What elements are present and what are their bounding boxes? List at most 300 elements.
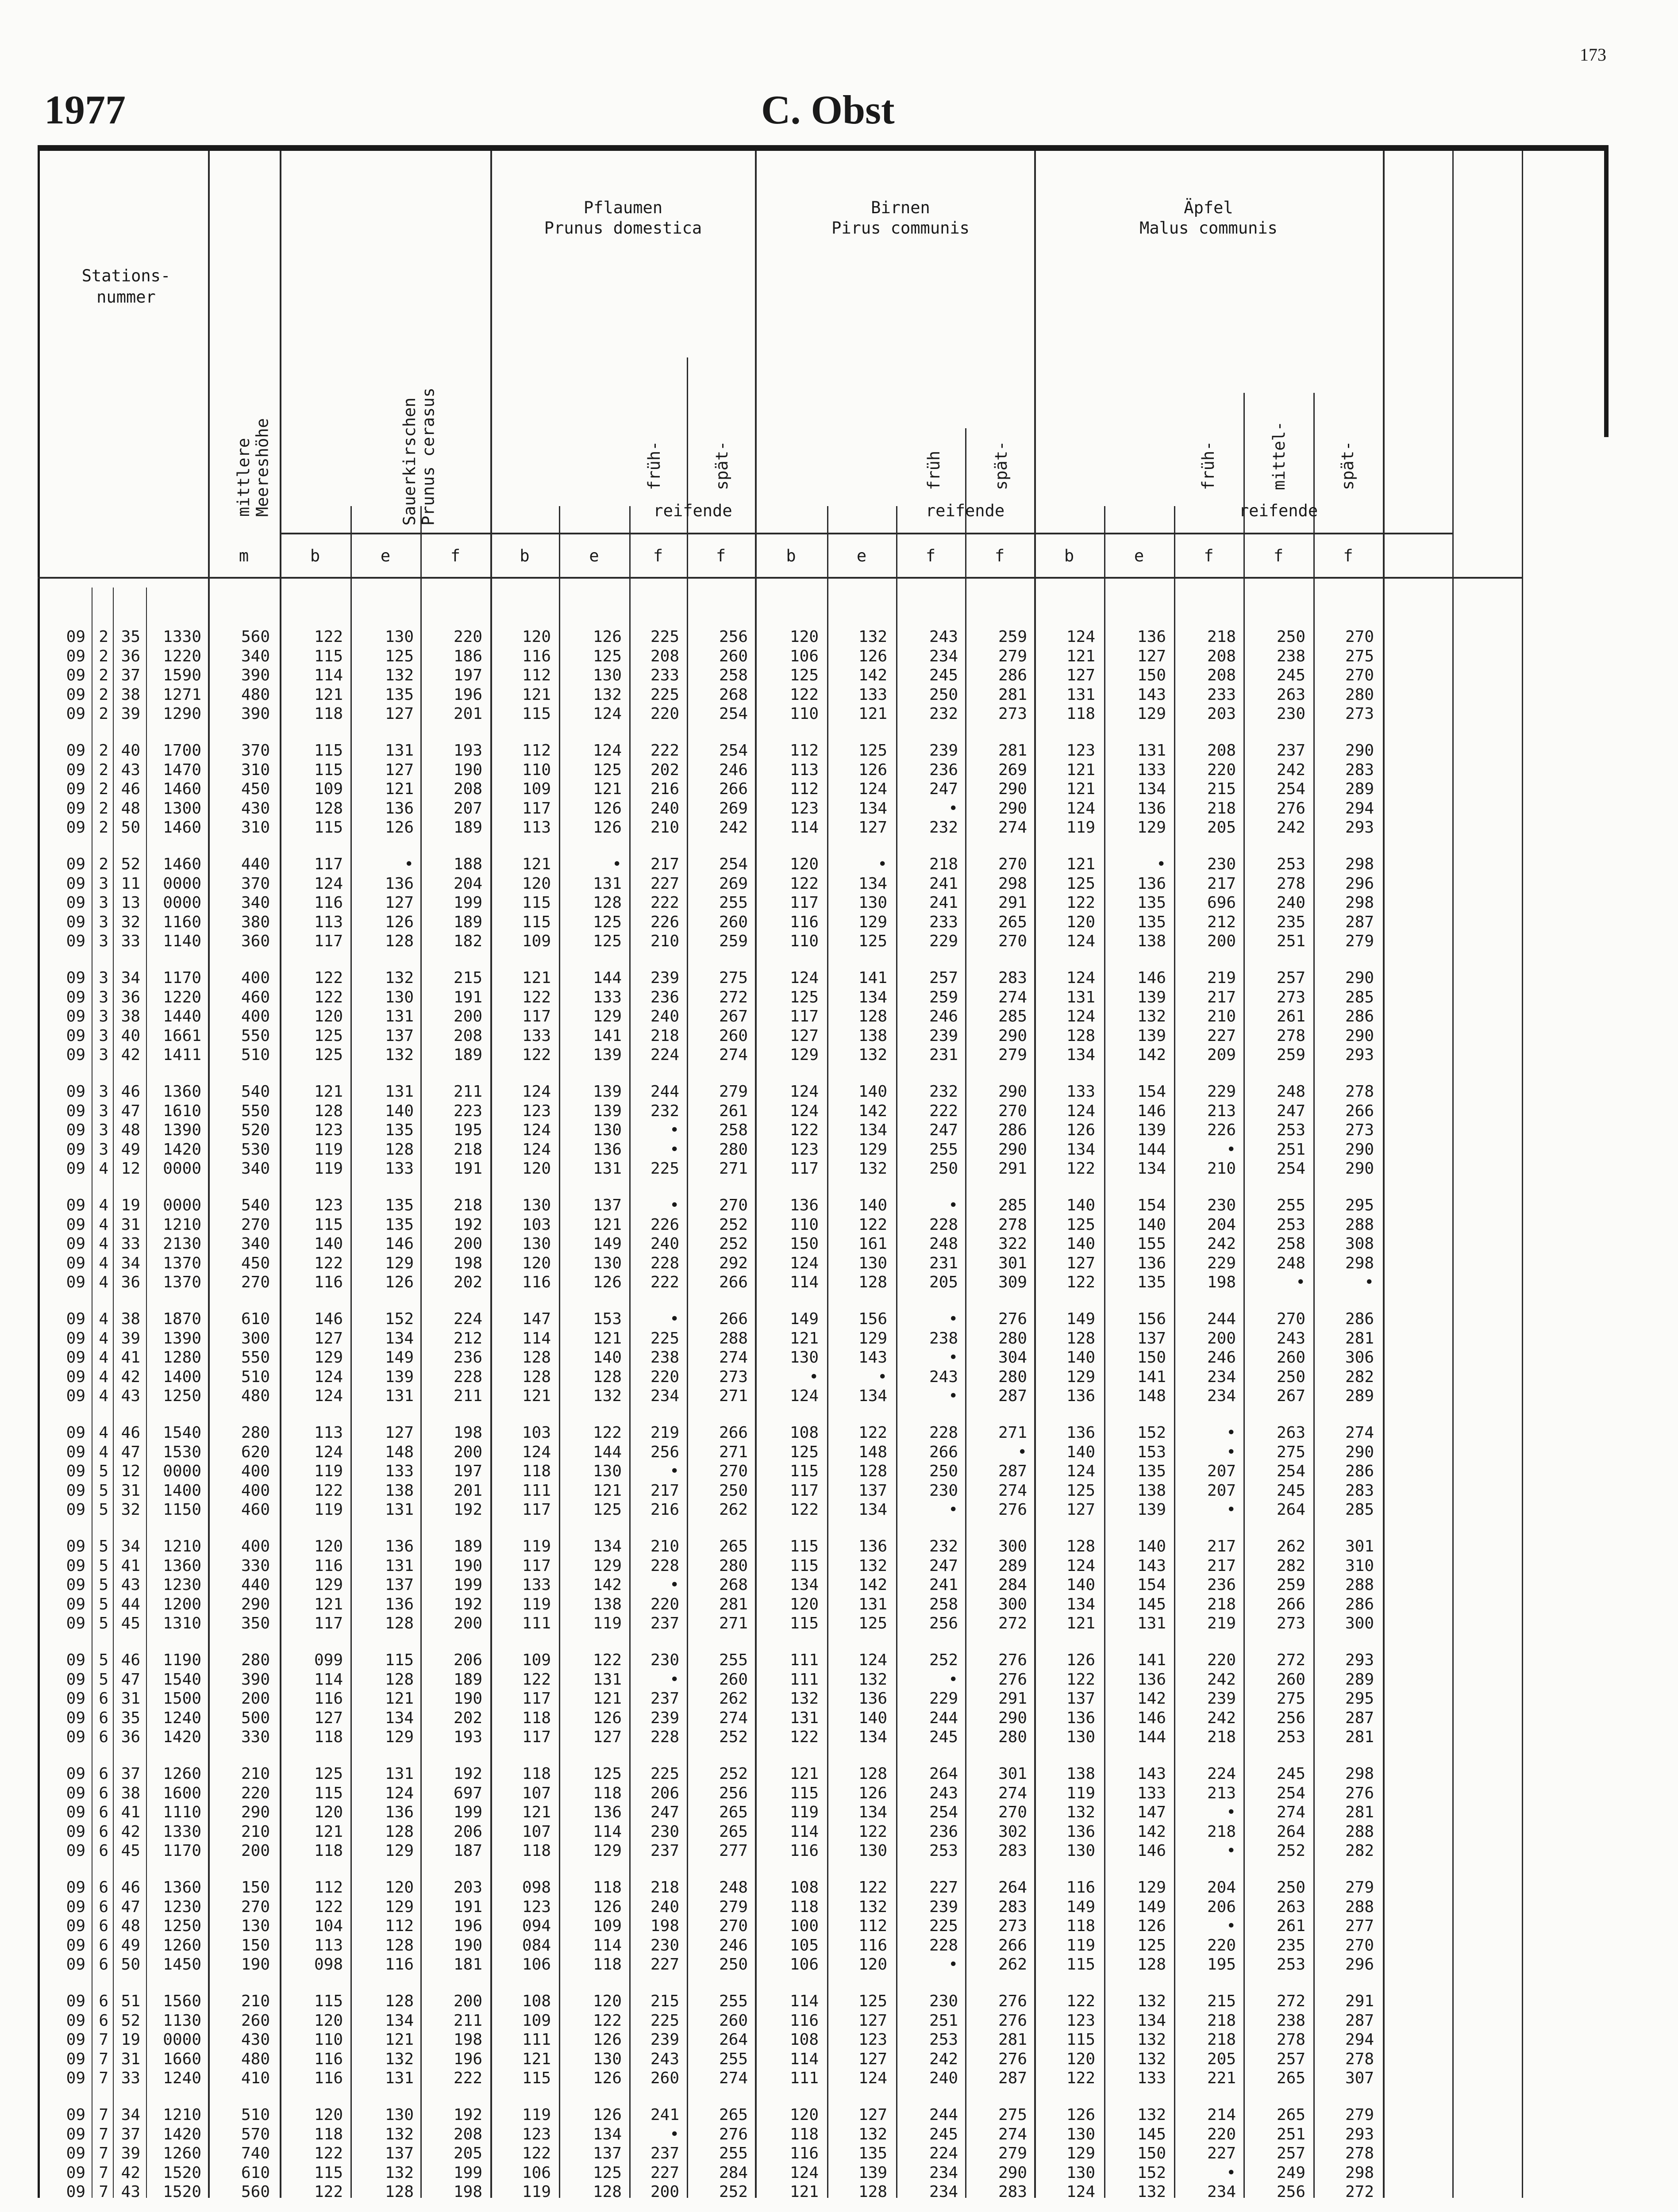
table-cell: 153: [1137, 1443, 1166, 1461]
table-cell: 206: [650, 1784, 679, 1802]
table-cell: 131: [1137, 1614, 1166, 1632]
table-cell: 128: [385, 1936, 414, 1955]
table-cell: 129: [385, 1897, 414, 1916]
table-cell: 09: [66, 1007, 85, 1025]
table-cell: 132: [1137, 2183, 1166, 2201]
table-cell: 191: [453, 988, 482, 1006]
table-cell: 142: [858, 666, 887, 684]
table-cell: 1230: [163, 1576, 201, 1594]
table-cell: 38: [121, 1784, 140, 1802]
table-cell: 1520: [163, 2163, 201, 2182]
header-apple-late: spät-: [1338, 441, 1357, 490]
table-cell: 280: [998, 1728, 1027, 1746]
table-cell: 138: [1137, 1481, 1166, 1500]
header-plum-latin: Prunus domestica: [544, 219, 702, 238]
table-cell: 260: [719, 1670, 748, 1689]
table-cell: 199: [453, 894, 482, 912]
table-cell: 1450: [163, 1955, 201, 1974]
table-cell: 307: [1345, 2069, 1374, 2087]
table-cell: •: [670, 1121, 679, 1139]
table-cell: 131: [385, 1556, 414, 1575]
table-cell: 293: [1345, 2125, 1374, 2143]
table-cell: 252: [719, 1235, 748, 1253]
table-cell: 254: [1276, 1784, 1305, 1802]
table-cell: 237: [650, 2144, 679, 2162]
table-cell: 266: [719, 1310, 748, 1328]
table-cell: 274: [998, 2125, 1027, 2143]
table-cell: 122: [522, 1670, 551, 1689]
table-cell: 1190: [163, 1651, 201, 1669]
table-cell: 121: [858, 705, 887, 723]
table-cell: 118: [593, 1955, 622, 1974]
table-cell: 1360: [163, 1556, 201, 1575]
table-cell: 31: [121, 1690, 140, 1708]
table-cell: 127: [1137, 647, 1166, 665]
table-cell: 265: [1276, 2106, 1305, 2124]
table-cell: 251: [1276, 932, 1305, 950]
table-cell: 119: [314, 1140, 343, 1159]
table-cell: 1290: [163, 705, 201, 723]
table-cell: 09: [66, 780, 85, 798]
table-cell: 136: [1066, 1424, 1095, 1442]
table-cell: 300: [1345, 1614, 1374, 1632]
table-cell: 0000: [163, 2031, 201, 2049]
table-cell: 111: [522, 2031, 551, 2049]
table-cell: 208: [650, 647, 679, 665]
table-cell: 138: [593, 1595, 622, 1613]
table-cell: 09: [66, 1367, 85, 1386]
table-cell: 136: [1137, 628, 1166, 646]
table-cell: 134: [385, 2011, 414, 2030]
table-cell: 129: [593, 1007, 622, 1025]
table-cell: 255: [929, 1140, 958, 1159]
table-cell: 09: [66, 932, 85, 950]
table-cell: 126: [593, 628, 622, 646]
table-cell: 137: [1066, 1690, 1095, 1708]
table-cell: 218: [1207, 2031, 1236, 2049]
table-cell: 09: [66, 760, 85, 779]
table-cell: 245: [1276, 1765, 1305, 1783]
table-cell: 132: [1066, 1803, 1095, 1821]
table-cell: 264: [719, 2031, 748, 2049]
table-cell: 119: [314, 1501, 343, 1519]
table-cell: 253: [1276, 1728, 1305, 1746]
unit-label: b: [520, 546, 530, 565]
table-cell: 118: [522, 1462, 551, 1480]
table-cell: 129: [1066, 1367, 1095, 1386]
table-cell: 125: [858, 1614, 887, 1632]
table-cell: 241: [929, 874, 958, 893]
table-cell: 103: [522, 1424, 551, 1442]
table-cell: 270: [241, 1897, 270, 1916]
table-cell: 265: [719, 2106, 748, 2124]
table-cell: 137: [858, 1481, 887, 1500]
table-cell: 278: [1276, 2031, 1305, 2049]
table-cell: 134: [858, 1387, 887, 1405]
table-cell: 121: [522, 1387, 551, 1405]
table-cell: 520: [241, 1121, 270, 1139]
table-cell: 36: [121, 1273, 140, 1291]
table-cell: 283: [998, 1842, 1027, 1860]
table-cell: 117: [314, 1614, 343, 1632]
table-cell: 127: [385, 760, 414, 779]
table-cell: 136: [1137, 874, 1166, 893]
table-cell: •: [809, 1367, 819, 1386]
table-cell: 1250: [163, 1387, 201, 1405]
col-sep-plum: [755, 151, 757, 2198]
table-cell: 127: [858, 2050, 887, 2068]
header-plum-early: früh-: [645, 441, 664, 490]
table-cell: 209: [1207, 1046, 1236, 1064]
table-cell: 115: [789, 1537, 819, 1555]
table-cell: 33: [121, 1235, 140, 1253]
table-cell: 272: [719, 988, 748, 1006]
table-cell: 218: [453, 1196, 482, 1214]
table-cell: 122: [858, 1878, 887, 1897]
table-cell: 262: [998, 1955, 1027, 1974]
table-cell: 285: [998, 1196, 1027, 1214]
table-cell: 133: [858, 685, 887, 704]
table-cell: 1411: [163, 1046, 201, 1064]
table-cell: 236: [1207, 1576, 1236, 1594]
table-cell: 124: [1066, 799, 1095, 818]
table-cell: 230: [650, 1822, 679, 1841]
table-cell: 237: [650, 1842, 679, 1860]
table-cell: 128: [385, 1992, 414, 2010]
col-sep-apple-be: [1104, 506, 1105, 2198]
table-cell: 293: [1345, 818, 1374, 837]
table-cell: 192: [453, 1501, 482, 1519]
table-cell: 250: [1276, 1878, 1305, 1897]
table-cell: 36: [121, 647, 140, 665]
unit-label: f: [450, 546, 461, 565]
table-cell: 126: [858, 760, 887, 779]
table-cell: 135: [858, 2144, 887, 2162]
table-cell: 120: [314, 2011, 343, 2030]
table-cell: 220: [650, 705, 679, 723]
header-cherry: Sauerkirschen Prunus cerasus: [400, 388, 438, 526]
table-cell: 121: [789, 1329, 819, 1348]
table-cell: 245: [1276, 666, 1305, 684]
table-cell: 227: [1207, 2144, 1236, 2162]
table-cell: 34: [121, 1254, 140, 1272]
table-cell: 186: [453, 647, 482, 665]
table-cell: 4: [99, 1310, 108, 1328]
table-cell: 09: [66, 1462, 85, 1480]
table-cell: 230: [1207, 1196, 1236, 1214]
table-cell: 125: [789, 1443, 819, 1461]
table-cell: 128: [385, 932, 414, 950]
table-cell: 286: [1345, 1007, 1374, 1025]
table-cell: 124: [789, 1083, 819, 1101]
table-cell: 09: [66, 1556, 85, 1575]
table-cell: 370: [241, 741, 270, 760]
table-cell: 181: [453, 1955, 482, 1974]
table-cell: 09: [66, 1443, 85, 1461]
table-cell: 130: [1066, 2125, 1095, 2143]
table-cell: 1360: [163, 1083, 201, 1101]
table-cell: 132: [858, 1670, 887, 1689]
table-cell: 112: [858, 1917, 887, 1935]
table-cell: 259: [1276, 1576, 1305, 1594]
table-cell: 6: [99, 1878, 108, 1897]
table-cell: 146: [314, 1310, 343, 1328]
table-cell: 129: [1137, 818, 1166, 837]
table-cell: 237: [1276, 741, 1305, 760]
table-cell: 4: [99, 1329, 108, 1348]
table-cell: 109: [522, 932, 551, 950]
table-cell: 124: [314, 1367, 343, 1386]
table-cell: 135: [1137, 1462, 1166, 1480]
table-cell: 121: [522, 685, 551, 704]
table-cell: 136: [1066, 1709, 1095, 1727]
table-cell: 288: [1345, 1822, 1374, 1841]
table-cell: 195: [453, 1121, 482, 1139]
table-cell: •: [948, 1955, 958, 1974]
table-cell: 1250: [163, 1917, 201, 1935]
table-cell: 276: [1276, 799, 1305, 818]
table-cell: 298: [1345, 1254, 1374, 1272]
unit-label: f: [925, 546, 936, 565]
table-cell: 211: [453, 1387, 482, 1405]
table-cell: 146: [1137, 1102, 1166, 1120]
table-cell: 207: [1207, 1481, 1236, 1500]
table-cell: 50: [121, 818, 140, 837]
table-cell: 189: [453, 1537, 482, 1555]
table-cell: 231: [929, 1254, 958, 1272]
table-cell: 1600: [163, 1784, 201, 1802]
table-cell: 287: [1345, 2011, 1374, 2030]
table-cell: •: [948, 1196, 958, 1214]
table-cell: 09: [66, 1026, 85, 1045]
table-cell: 124: [1066, 1102, 1095, 1120]
table-cell: 276: [1345, 1784, 1374, 1802]
table-cell: 253: [929, 1842, 958, 1860]
table-cell: 121: [789, 1765, 819, 1783]
table-cell: 134: [593, 2125, 622, 2143]
table-cell: 132: [1137, 1007, 1166, 1025]
table-cell: 130: [385, 2106, 414, 2124]
header-apple-mid: mittel-: [1270, 421, 1289, 490]
table-cell: 156: [1137, 1310, 1166, 1328]
table-cell: 134: [858, 874, 887, 893]
table-cell: 09: [66, 1501, 85, 1519]
table-cell: 218: [650, 1026, 679, 1045]
table-cell: 122: [522, 988, 551, 1006]
table-cell: 3: [99, 1007, 108, 1025]
table-cell: 218: [1207, 2011, 1236, 2030]
table-cell: 130: [858, 1254, 887, 1272]
table-cell: 340: [241, 1160, 270, 1178]
table-cell: 112: [789, 780, 819, 798]
table-cell: 154: [1137, 1576, 1166, 1594]
table-cell: 130: [593, 2050, 622, 2068]
table-cell: 2: [99, 760, 108, 779]
table-cell: 124: [858, 2069, 887, 2087]
table-cell: 126: [593, 799, 622, 818]
table-cell: 230: [1276, 705, 1305, 723]
table-cell: 236: [650, 988, 679, 1006]
table-cell: 31: [121, 1215, 140, 1234]
table-cell: 258: [1276, 1235, 1305, 1253]
table-cell: 205: [453, 2144, 482, 2162]
table-cell: 298: [1345, 2163, 1374, 2182]
table-cell: 40: [121, 1026, 140, 1045]
table-cell: 4: [99, 1235, 108, 1253]
table-cell: 108: [789, 2031, 819, 2049]
table-cell: 240: [650, 799, 679, 818]
table-cell: 128: [858, 1007, 887, 1025]
table-cell: 211: [453, 1083, 482, 1101]
table-cell: 229: [1207, 1083, 1236, 1101]
table-cell: 200: [453, 1235, 482, 1253]
table-cell: 114: [789, 1273, 819, 1291]
table-cell: 114: [522, 1329, 551, 1348]
table-cell: 128: [522, 1367, 551, 1386]
table-cell: 4: [99, 1215, 108, 1234]
table-cell: 129: [858, 1329, 887, 1348]
table-cell: 296: [1345, 1955, 1374, 1974]
table-cell: 125: [314, 1046, 343, 1064]
table-cell: 204: [1207, 1878, 1236, 1897]
table-cell: 287: [998, 2069, 1027, 2087]
table-cell: 121: [385, 1690, 414, 1708]
table-cell: 147: [1137, 1803, 1166, 1821]
table-cell: 440: [241, 855, 270, 873]
table-cell: 1170: [163, 1842, 201, 1860]
table-cell: 6: [99, 1992, 108, 2010]
table-cell: 210: [650, 1537, 679, 1555]
table-cell: 084: [522, 1936, 551, 1955]
table-cell: 31: [121, 1481, 140, 1500]
table-cell: 287: [1345, 913, 1374, 931]
table-cell: 134: [858, 1728, 887, 1746]
table-cell: 530: [241, 1140, 270, 1159]
table-cell: 268: [719, 685, 748, 704]
table-cell: 126: [385, 913, 414, 931]
table-cell: 243: [929, 1367, 958, 1386]
table-cell: 110: [789, 932, 819, 950]
table-cell: 149: [789, 1310, 819, 1328]
table-cell: 7: [99, 2050, 108, 2068]
table-cell: 140: [1066, 1576, 1095, 1594]
table-cell: 121: [593, 1481, 622, 1500]
table-cell: 350: [241, 1614, 270, 1632]
table-cell: 270: [998, 932, 1027, 950]
table-cell: 09: [66, 1083, 85, 1101]
table-cell: 480: [241, 1387, 270, 1405]
table-cell: 129: [858, 1140, 887, 1159]
table-cell: 290: [998, 1140, 1027, 1159]
table-cell: 37: [121, 1765, 140, 1783]
table-cell: 208: [1207, 666, 1236, 684]
table-cell: 236: [929, 760, 958, 779]
table-cell: 127: [1066, 666, 1095, 684]
table-cell: 274: [719, 1046, 748, 1064]
table-cell: 239: [1207, 1690, 1236, 1708]
table-cell: 233: [650, 666, 679, 684]
table-cell: 122: [1066, 1992, 1095, 2010]
table-cell: 234: [650, 1387, 679, 1405]
table-cell: 1540: [163, 1424, 201, 1442]
table-cell: 47: [121, 1102, 140, 1120]
table-cell: 41: [121, 1556, 140, 1575]
table-cell: 199: [453, 1576, 482, 1594]
table-cell: 132: [385, 1046, 414, 1064]
table-cell: 139: [1137, 1501, 1166, 1519]
table-cell: 122: [1066, 1160, 1095, 1178]
table-cell: •: [612, 855, 622, 873]
table-cell: 116: [314, 894, 343, 912]
page-number: 173: [1580, 45, 1606, 65]
table-cell: 254: [1276, 780, 1305, 798]
table-cell: 121: [1066, 1614, 1095, 1632]
table-cell: 225: [650, 2011, 679, 2030]
table-cell: 128: [1137, 1955, 1166, 1974]
table-cell: 265: [719, 1803, 748, 1821]
table-cell: 460: [241, 1501, 270, 1519]
table-cell: 540: [241, 1083, 270, 1101]
table-cell: 278: [1345, 1083, 1374, 1101]
table-cell: 140: [1066, 1235, 1095, 1253]
table-cell: 285: [1345, 988, 1374, 1006]
table-cell: 265: [719, 1822, 748, 1841]
table-cell: 109: [593, 1917, 622, 1935]
table-cell: 190: [241, 1955, 270, 1974]
table-cell: 134: [385, 1329, 414, 1348]
table-cell: 260: [719, 1026, 748, 1045]
table-cell: 3: [99, 913, 108, 931]
table-cell: 38: [121, 1007, 140, 1025]
table-cell: 200: [453, 1007, 482, 1025]
table-cell: 4: [99, 1424, 108, 1442]
table-cell: 118: [522, 1709, 551, 1727]
table-cell: 117: [314, 855, 343, 873]
table-cell: 256: [1276, 2183, 1305, 2201]
table-cell: 222: [650, 741, 679, 760]
table-cell: •: [670, 1310, 679, 1328]
table-cell: 117: [789, 1481, 819, 1500]
table-cell: 123: [1066, 2011, 1095, 2030]
table-top-border: [38, 145, 1609, 151]
table-cell: •: [670, 2125, 679, 2143]
table-cell: 254: [719, 705, 748, 723]
table-cell: 11: [121, 874, 140, 893]
table-cell: 141: [858, 969, 887, 987]
table-cell: 115: [789, 1462, 819, 1480]
table-cell: •: [1226, 1140, 1236, 1159]
table-cell: 141: [593, 1026, 622, 1045]
table-cell: 126: [858, 647, 887, 665]
table-cell: 235: [1276, 1936, 1305, 1955]
table-cell: 281: [998, 685, 1027, 704]
table-cell: 260: [241, 2011, 270, 2030]
table-cell: 118: [314, 1842, 343, 1860]
table-cell: 550: [241, 1026, 270, 1045]
table-cell: 290: [1345, 1140, 1374, 1159]
table-cell: 6: [99, 1803, 108, 1821]
table-cell: 39: [121, 705, 140, 723]
table-cell: •: [670, 1196, 679, 1214]
table-cell: 199: [453, 1803, 482, 1821]
table-cell: 137: [1137, 1329, 1166, 1348]
year-heading: 1977: [44, 87, 126, 132]
table-cell: 225: [650, 685, 679, 704]
table-cell: 266: [1345, 1102, 1374, 1120]
table-cell: 140: [858, 1196, 887, 1214]
table-cell: 38: [121, 1310, 140, 1328]
table-cell: 198: [650, 1917, 679, 1935]
